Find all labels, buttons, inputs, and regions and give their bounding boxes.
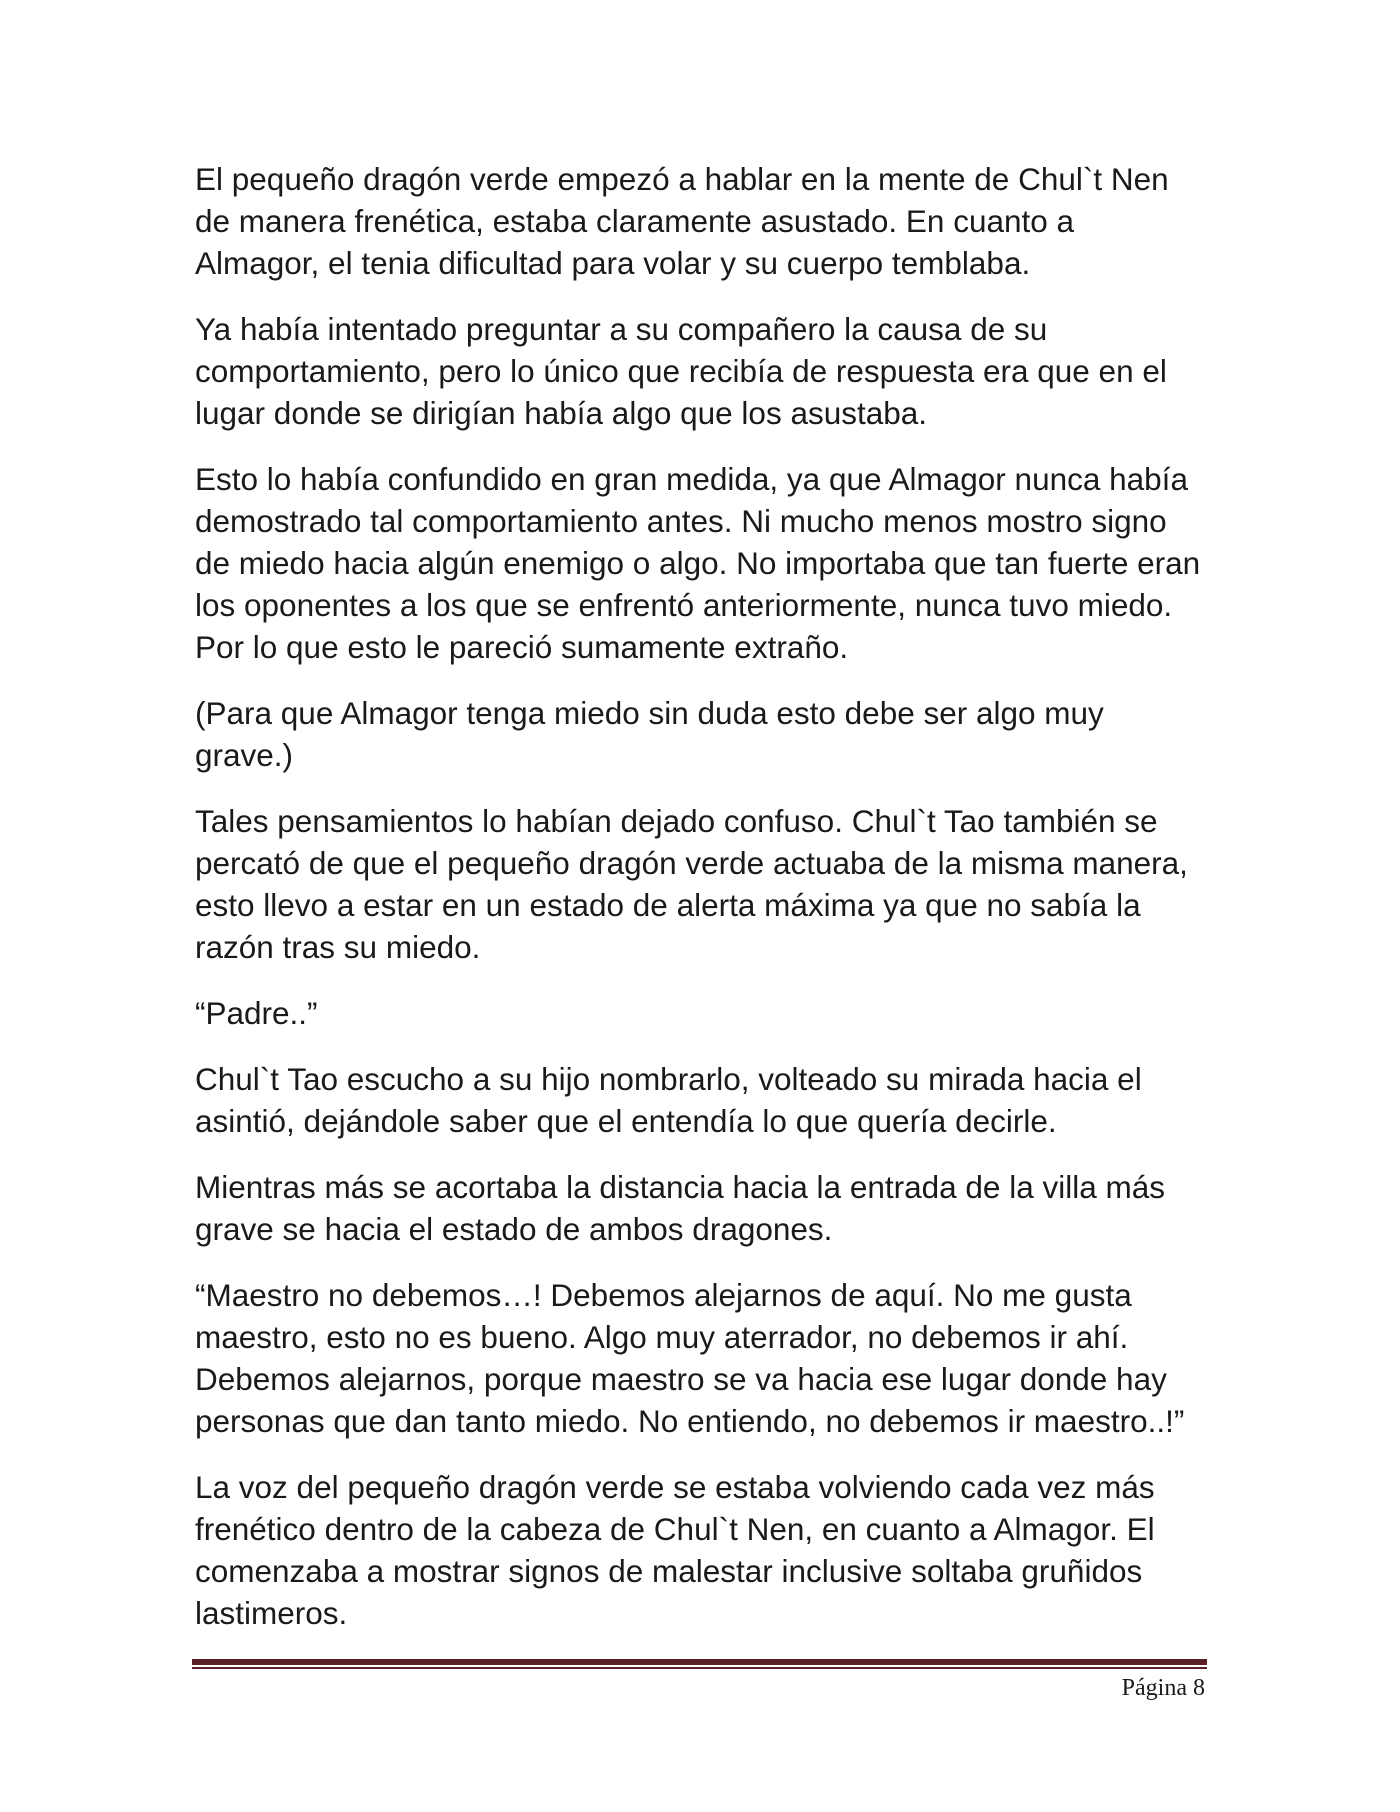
paragraph-5: Tales pensamientos lo habían dejado confuso. Chul`t Tao también se percató de que el pequeño dragón verde actuaba de la misma manera, esto llevo a estar en un estado de alerta máxima ya que no sabía la razón tras su miedo. bbox=[195, 803, 1188, 965]
paragraph-4: (Para que Almagor tenga miedo sin duda esto debe ser algo muy grave.) bbox=[195, 695, 1104, 773]
paragraph-9: “Maestro no debemos…! Debemos alejarnos de aquí. No me gusta maestro, esto no es bueno. Algo muy aterrador, no debemos ir ahí. Debemos alejarnos, porque maestro se va hacia ese lugar donde hay personas que dan tanto miedo. No entiendo, no debemos ir maestro..!” bbox=[195, 1277, 1185, 1439]
paragraph-2: Ya había intentado preguntar a su compañero la causa de su comportamiento, pero lo único que recibía de respuesta era que en el lugar donde se dirigían había algo que los asustaba. bbox=[195, 311, 1167, 431]
paragraph-7: Chul`t Tao escucho a su hijo nombrarlo, volteado su mirada hacia el asintió, dejándole saber que el entendía lo que quería decirle. bbox=[195, 1061, 1142, 1139]
paragraph-3: Esto lo había confundido en gran medida, ya que Almagor nunca había demostrado tal comportamiento antes. Ni mucho menos mostro signo de miedo hacia algún enemigo o algo. No importaba que tan fuerte eran los oponentes a los que se enfrentó anteriormente, nunca tuvo miedo. Por lo que esto le pareció sumamente extraño. bbox=[195, 461, 1201, 665]
paragraph-8: Mientras más se acortaba la distancia hacia la entrada de la villa más grave se hacia el estado de ambos dragones. bbox=[195, 1169, 1165, 1247]
footer-divider-thick bbox=[192, 1659, 1207, 1665]
paragraph-1: El pequeño dragón verde empezó a hablar en la mente de Chul`t Nen de manera frenética, estaba claramente asustado. En cuanto a Almagor, el tenia dificultad para volar y su cuerpo temblaba. bbox=[195, 161, 1169, 281]
footer-divider-thin bbox=[192, 1667, 1207, 1669]
paragraph-6: “Padre..” bbox=[195, 995, 318, 1031]
body-text bbox=[195, 158, 1205, 1658]
paragraph-10: La voz del pequeño dragón verde se estaba volviendo cada vez más frenético dentro de la cabeza de Chul`t Nen, en cuanto a Almagor. El comenzaba a mostrar signos de malestar inclusive soltaba gruñidos lastimeros. bbox=[195, 1469, 1155, 1631]
page-number: Página 8 bbox=[1121, 1675, 1205, 1701]
